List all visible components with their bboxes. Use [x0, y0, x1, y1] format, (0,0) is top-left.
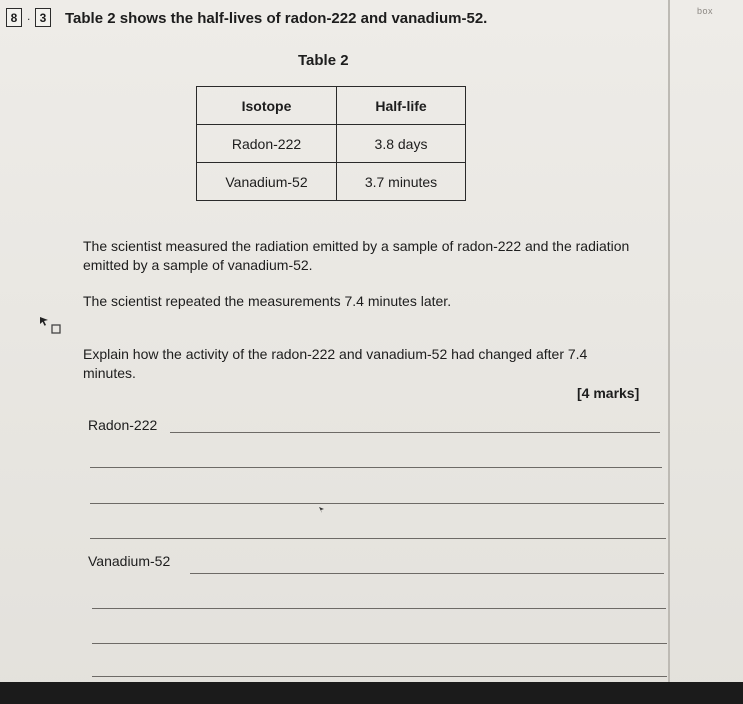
answer-line[interactable]	[92, 608, 666, 609]
question-number-separator: .	[27, 9, 31, 23]
marks-label: [4 marks]	[577, 385, 640, 401]
repeat-paragraph: The scientist repeated the measurements 7.4 minutes later.	[83, 293, 452, 309]
bottom-dark-edge	[0, 682, 743, 704]
answer-line[interactable]	[92, 676, 667, 677]
table-row	[197, 163, 466, 201]
answer-line[interactable]	[170, 432, 660, 433]
question-number-box: 8	[6, 8, 22, 27]
question-intro: Table 2 shows the half-lives of radon-222 and vanadium-52.	[65, 10, 488, 27]
margin-line	[668, 0, 670, 690]
answer-line[interactable]	[190, 573, 664, 574]
stray-mark-icon	[318, 506, 326, 514]
answer-line[interactable]	[90, 503, 664, 504]
question-prompt: Explain how the activity of the radon-222 and vanadium-52 had changed after 7.4 minutes.	[83, 346, 588, 381]
answer-label-vanadium: Vanadium-52	[88, 553, 171, 569]
table-row	[197, 125, 466, 163]
box-label: box	[697, 6, 714, 16]
context-paragraph: The scientist measured the radiation emitted by a sample of radon-222 and the radiation emitted by a sample of vanadium-52.	[83, 238, 630, 273]
table-header-half-life: Half-life	[337, 87, 466, 125]
half-life-table	[196, 86, 466, 201]
table-cell-half-life: 3.8 days	[337, 125, 466, 163]
answer-line[interactable]	[92, 643, 667, 644]
table-cell-isotope: Vanadium-52	[197, 163, 337, 201]
table-cell-half-life: 3.7 minutes	[337, 163, 466, 201]
answer-line[interactable]	[90, 538, 666, 539]
table-cell-isotope: Radon-222	[197, 125, 337, 163]
mouse-pointer-icon	[38, 315, 64, 337]
table-header-row	[197, 87, 466, 125]
answer-line[interactable]	[90, 467, 662, 468]
answer-label-radon: Radon-222	[88, 417, 158, 433]
table-caption: Table 2	[298, 52, 349, 69]
question-subnumber-box: 3	[35, 8, 51, 27]
table-header-isotope: Isotope	[197, 87, 337, 125]
